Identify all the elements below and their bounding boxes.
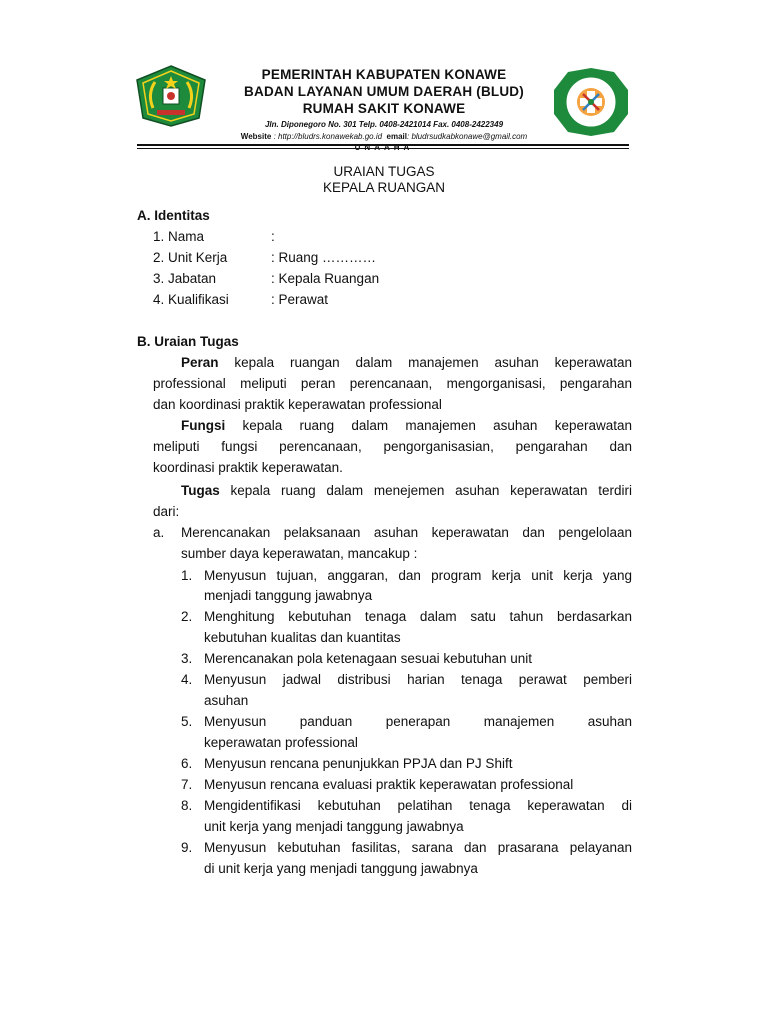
rsud-konawe-emblem-icon <box>550 66 632 138</box>
email-link[interactable]: : bludrsudkabkonawe@gmail.com <box>407 132 528 141</box>
subitem-6-number: 6. <box>181 756 193 771</box>
peran-line-2: professional meliputi peran perencanaan, mengorganisasi, pengarahan <box>153 376 632 391</box>
subitem-8-line-2: unit kerja yang menjadi tanggung jawabnya <box>204 819 464 834</box>
identity-value-unit: : Ruang ………… <box>271 250 377 265</box>
subitem-1-line-1: Menyusun tujuan, anggaran, dan program kerja unit kerja yang <box>204 568 632 583</box>
document-title <box>0 164 768 196</box>
subitem-1-line-2: menjadi tanggung jawabnya <box>204 588 373 603</box>
subitem-8-number: 8. <box>181 798 193 813</box>
tugas-line-2: dari: <box>153 504 180 519</box>
tugas-bold: Tugas <box>181 483 220 498</box>
subitem-9-line-2: di unit kerja yang menjadi tanggung jawabnya <box>204 861 478 876</box>
tugas-line-1: Tugas kepala ruang dalam menejemen asuhan keperawatan terdiri <box>181 483 632 498</box>
website-link[interactable]: : http://bludrs.konawekab.go.id <box>273 132 383 141</box>
subitem-5-line-1: Menyusun panduan penerapan manajemen asuhan <box>204 714 632 729</box>
subitem-2-line-2: kebutuhan kualitas dan kuantitas <box>204 630 401 645</box>
konawe-regency-emblem-icon <box>135 64 207 128</box>
letterhead <box>200 66 568 154</box>
identity-label-kualifikasi: 4. Kualifikasi <box>153 292 229 307</box>
letterhead-line-2: BADAN LAYANAN UMUM DAERAH (BLUD) <box>244 84 524 99</box>
title-line-1: URAIAN TUGAS <box>333 164 435 179</box>
subitem-3-line-1: Merencanakan pola ketenagaan sesuai kebutuhan unit <box>204 651 532 666</box>
identity-label-nama: 1. Nama <box>153 229 205 244</box>
letterhead-line-3: RUMAH SAKIT KONAWE <box>302 101 466 116</box>
letterhead-divider-thin <box>137 148 629 149</box>
subitem-2-number: 2. <box>181 609 193 624</box>
peran-line-3: dan koordinasi praktik keperawatan professional <box>153 397 442 412</box>
identity-value-jabatan: : Kepala Ruangan <box>271 271 380 286</box>
website-label: Website <box>240 132 272 141</box>
subitem-7-number: 7. <box>181 777 193 792</box>
subitem-4-line-2: asuhan <box>204 693 249 708</box>
item-a-marker: a. <box>153 525 165 540</box>
letterhead-contact <box>200 131 568 142</box>
letterhead-divider-thick <box>137 144 629 146</box>
letterhead-address: Jln. Diponegoro No. 301 Telp. 0408-2421014 Fax. 0408-2422349 <box>264 120 504 129</box>
subitem-4-line-1: Menyusun jadwal distribusi harian tenaga perawat pemberi <box>204 672 632 687</box>
subitem-5-number: 5. <box>181 714 193 729</box>
item-a-line-1: Merencanakan pelaksanaan asuhan keperawatan dan pengelolaan <box>181 525 632 540</box>
identity-label-unit: 2. Unit Kerja <box>153 250 228 265</box>
subitem-3-number: 3. <box>181 651 193 666</box>
subitem-5-line-2: keperawatan professional <box>204 735 358 750</box>
section-a-heading: A. Identitas <box>137 208 210 223</box>
subitem-2-line-1: Menghitung kebutuhan tenaga dalam satu tahun berdasarkan <box>204 609 632 624</box>
peran-bold: Peran <box>181 355 219 370</box>
email-label: email <box>386 132 407 141</box>
peran-line-1: Peran kepala ruangan dalam manajemen asuhan keperawatan <box>181 355 632 370</box>
subitem-9-line-1: Menyusun kebutuhan fasilitas, sarana dan prasarana pelayanan <box>204 840 632 855</box>
title-line-2: KEPALA RUANGAN <box>322 180 446 195</box>
subitem-8-line-1: Mengidentifikasi kebutuhan pelatihan tenaga keperawatan di <box>204 798 632 813</box>
subitem-9-number: 9. <box>181 840 193 855</box>
fungsi-line-3: koordinasi praktik keperawatan. <box>153 460 343 475</box>
subitem-4-number: 4. <box>181 672 193 687</box>
fungsi-bold: Fungsi <box>181 418 226 433</box>
identity-value-nama: : <box>271 229 275 244</box>
subitem-1-number: 1. <box>181 568 193 583</box>
item-a-line-2: sumber daya keperawatan, mancakup : <box>181 546 418 561</box>
subitem-7-line-1: Menyusun rencana evaluasi praktik keperawatan professional <box>204 777 574 792</box>
section-b-heading: B. Uraian Tugas <box>137 334 239 349</box>
fungsi-line-1: Fungsi kepala ruang dalam manajemen asuhan keperawatan <box>181 418 632 433</box>
fungsi-line-2: meliputi fungsi perencanaan, pengorganisasian, pengarahan dan <box>153 439 632 454</box>
identity-label-jabatan: 3. Jabatan <box>153 271 217 286</box>
identity-value-kualifikasi: : Perawat <box>271 292 329 307</box>
subitem-6-line-1: Menyusun rencana penunjukkan PPJA dan PJ Shift <box>204 756 513 771</box>
letterhead-line-1: PEMERINTAH KABUPATEN KONAWE <box>261 67 507 82</box>
